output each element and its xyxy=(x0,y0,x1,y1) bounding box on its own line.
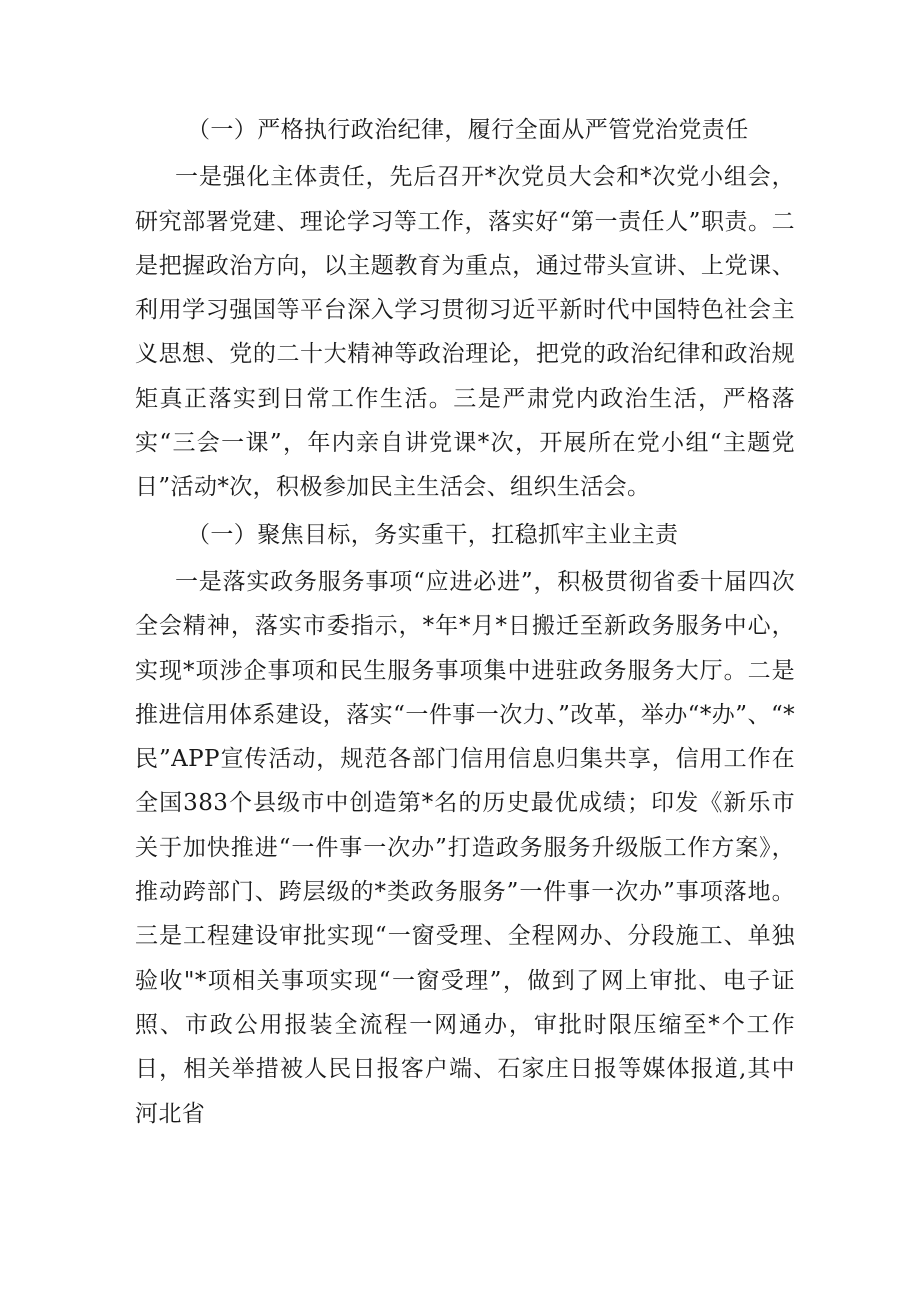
section-heading-1: （一）严格执行政治纪律，履行全面从严管党治党责任 xyxy=(187,117,749,143)
section-paragraph-2: 一是落实政务服务事项“应进必进”，积极贯彻省委十届四次全会精神，落实市委指示，*年*月*日搬迁至新政务服务中心，实现*项涉企事项和民生服务事项集中进驻政务服务大厅。二是推进信用体系建设，落实“一件事一次力、”改革，举办“*办”、“*民”APP宣传活动，规范各部门信用信息归集共享，信用工作在全国383个县级市中创造第*名的历史最优成绩；印发《新乐市关于加快推进“一件事一次办”打造政务服务升级版工作方案》，推动跨部门、跨层级的*类政务服务”一件事一次办”事项落地。三是工程建设审批实现“一窗受理、全程网办、分段施工、单独验收"*项相关事项实现“一窗受理”，做到了网上审批、电子证照、市政公用报装全流程一网通办，审批时限压缩至*个工作日，相关举措被人民日报客户端、石家庄日报等媒体报道,其中河北省 xyxy=(135,568,795,1127)
document-body xyxy=(135,108,795,1139)
section-heading-2: （一）聚焦目标，务实重干，扛稳抓牢主业主责 xyxy=(187,521,679,548)
section-paragraph-1: 一是强化主体责任，先后召开*次党员大会和*次党小组会，研究部署党建、理论学习等工作，落实好“第一责任人”职责。二是把握政治方向，以主题教育为重点，通过带头宣讲、上党课、利用学习强国等平台深入学习贯彻习近平新时代中国特色社会主义思想、党的二十大精神等政治理论，把党的政治纪律和政治规矩真正落实到日常工作生活。三是严肃党内政治生活，严格落实“三会一课”，年内亲自讲党课*次，开展所在党小组“主题党日”活动*次，积极参加民主生活会、组织生活会。 xyxy=(135,164,795,501)
